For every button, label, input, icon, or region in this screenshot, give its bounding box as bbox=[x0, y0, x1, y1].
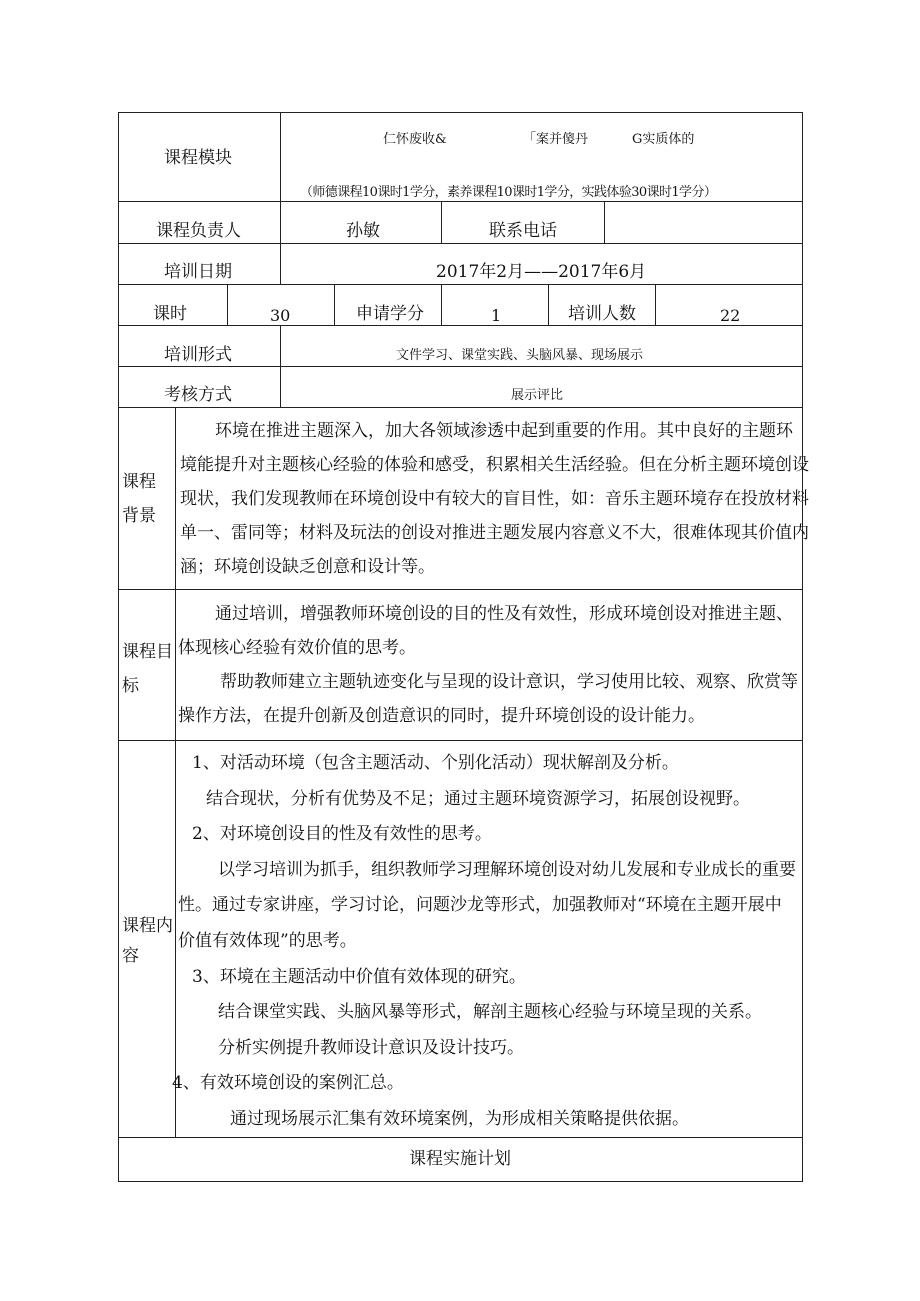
content-label-line2: 容 bbox=[122, 946, 139, 966]
module-option-3: G实质体的 bbox=[632, 132, 695, 147]
module-option-1: 仁怀废收& bbox=[383, 132, 447, 147]
hours-value: 30 bbox=[270, 306, 291, 325]
leader-label: 课程负责人 bbox=[156, 221, 241, 241]
goal-line: 帮助教师建立主题轨迹变化与呈现的设计意识，学习使用比较、观察、欣赏等 bbox=[220, 672, 798, 692]
credit-value: 1 bbox=[491, 306, 502, 325]
credit-label: 申请学分 bbox=[356, 304, 424, 324]
people-label: 培训人数 bbox=[568, 304, 636, 324]
rule-bottom bbox=[118, 1181, 803, 1182]
goal-line: 操作方法，在提升创新及创造意识的同时，提升环境创设的设计能力。 bbox=[178, 706, 705, 726]
rule-goal-bottom bbox=[118, 740, 803, 741]
border-right bbox=[802, 112, 803, 1182]
col-rule-hours-2 bbox=[334, 284, 335, 325]
content-line: 3、环境在主题活动中价值有效体现的研究。 bbox=[192, 966, 526, 987]
background-line: 环境在推进主题深入，加大各领域渗透中起到重要的作用。其中良好的主题环 bbox=[215, 421, 793, 441]
phone-label: 联系电话 bbox=[489, 221, 557, 241]
module-label: 课程模块 bbox=[164, 148, 232, 168]
background-label-line2: 背景 bbox=[122, 506, 156, 526]
col-rule-label bbox=[280, 112, 281, 284]
leader-name: 孙敏 bbox=[346, 221, 380, 241]
rule-date-bottom bbox=[118, 284, 803, 285]
date-value: 2017年2月——2017年6月 bbox=[436, 262, 647, 282]
col-rule-phone bbox=[604, 201, 605, 243]
rule-background-bottom bbox=[118, 589, 803, 590]
background-line: 涵；环境创设缺乏创意和设计等。 bbox=[180, 557, 435, 577]
assessment-label: 考核方式 bbox=[164, 385, 232, 405]
content-line: 性。通过专家讲座，学习讨论，问题沙龙等形式，加强教师对“环境在主题开展中 bbox=[178, 895, 782, 916]
goal-line: 体现核心经验有效价值的思考。 bbox=[178, 638, 416, 658]
content-line: 通过现场展示汇集有效环境案例，为形成相关策略提供依据。 bbox=[230, 1108, 689, 1129]
col-rule-hours-5 bbox=[655, 284, 656, 325]
background-text bbox=[180, 414, 809, 584]
hours-label: 课时 bbox=[153, 304, 187, 324]
col-rule-body bbox=[175, 407, 176, 1137]
people-value: 22 bbox=[720, 306, 741, 325]
background-label-line1: 课程 bbox=[122, 472, 156, 492]
assessment-value: 展示评比 bbox=[511, 388, 564, 403]
rule-assessment-bottom bbox=[118, 407, 803, 408]
content-label-line1: 课程内 bbox=[122, 916, 173, 936]
col-rule-name bbox=[441, 201, 442, 243]
content-line: 价值有效体现”的思考。 bbox=[178, 930, 357, 951]
goal-label-line2: 标 bbox=[122, 676, 139, 696]
module-note: （师德课程10课时1学分，素养课程10课时1学分，实践体验30课时1学分） bbox=[300, 185, 717, 200]
background-line: 境能提升对主题核心经验的体验和感受，积累相关生活经验。但在分析主题环境创设 bbox=[180, 455, 809, 475]
content-line: 以学习培训为抓手，组织教师学习理解环境创设对幼儿发展和专业成长的重要 bbox=[218, 859, 796, 880]
rule-leader-bottom bbox=[118, 243, 803, 244]
content-line: 2、对环境创设目的性及有效性的思考。 bbox=[192, 824, 492, 845]
col-rule-hours-4 bbox=[548, 284, 549, 325]
col-rule-hours-1 bbox=[227, 284, 228, 325]
form-label: 培训形式 bbox=[164, 345, 232, 365]
goal-line: 通过培训，增强教师环境创设的目的性及有效性，形成环境创设对推进主题、 bbox=[215, 604, 793, 624]
col-rule-hours-3 bbox=[441, 284, 442, 325]
background-line: 单一、雷同等；材料及玩法的创设对推进主题发展内容意义不大，很难体现其价值内 bbox=[180, 523, 809, 543]
rule-hours-bottom bbox=[118, 325, 803, 326]
rule-top bbox=[118, 112, 803, 113]
form-value: 文件学习、课堂实践、头脑风暴、现场展示 bbox=[396, 348, 644, 363]
date-label: 培训日期 bbox=[164, 262, 232, 282]
content-line: 结合现状，分析有优势及不足；通过主题环境资源学习，拓展创设视野。 bbox=[206, 788, 750, 809]
goal-label-line1: 课程目 bbox=[122, 642, 173, 662]
plan-label: 课程实施计划 bbox=[409, 1149, 511, 1169]
goal-text bbox=[178, 597, 798, 733]
module-option-2: 「案并傻丹 bbox=[523, 132, 589, 147]
content-line: 结合课堂实践、头脑风暴等形式，解剖主题核心经验与环境呈现的关系。 bbox=[218, 1002, 762, 1023]
rule-form-bottom bbox=[118, 366, 803, 367]
col-rule-label-lower bbox=[280, 325, 281, 407]
content-text bbox=[172, 746, 796, 1138]
background-line: 现状，我们发现教师在环境创设中有较大的盲目性，如：音乐主题环境存在投放材料 bbox=[180, 489, 809, 509]
content-line: 4、有效环境创设的案例汇总。 bbox=[172, 1073, 404, 1094]
content-line: 分析实例提升教师设计意识及设计技巧。 bbox=[218, 1037, 524, 1058]
border-left bbox=[118, 112, 119, 1182]
content-line: 1、对活动环境（包含主题活动、个别化活动）现状解剖及分析。 bbox=[192, 753, 679, 773]
